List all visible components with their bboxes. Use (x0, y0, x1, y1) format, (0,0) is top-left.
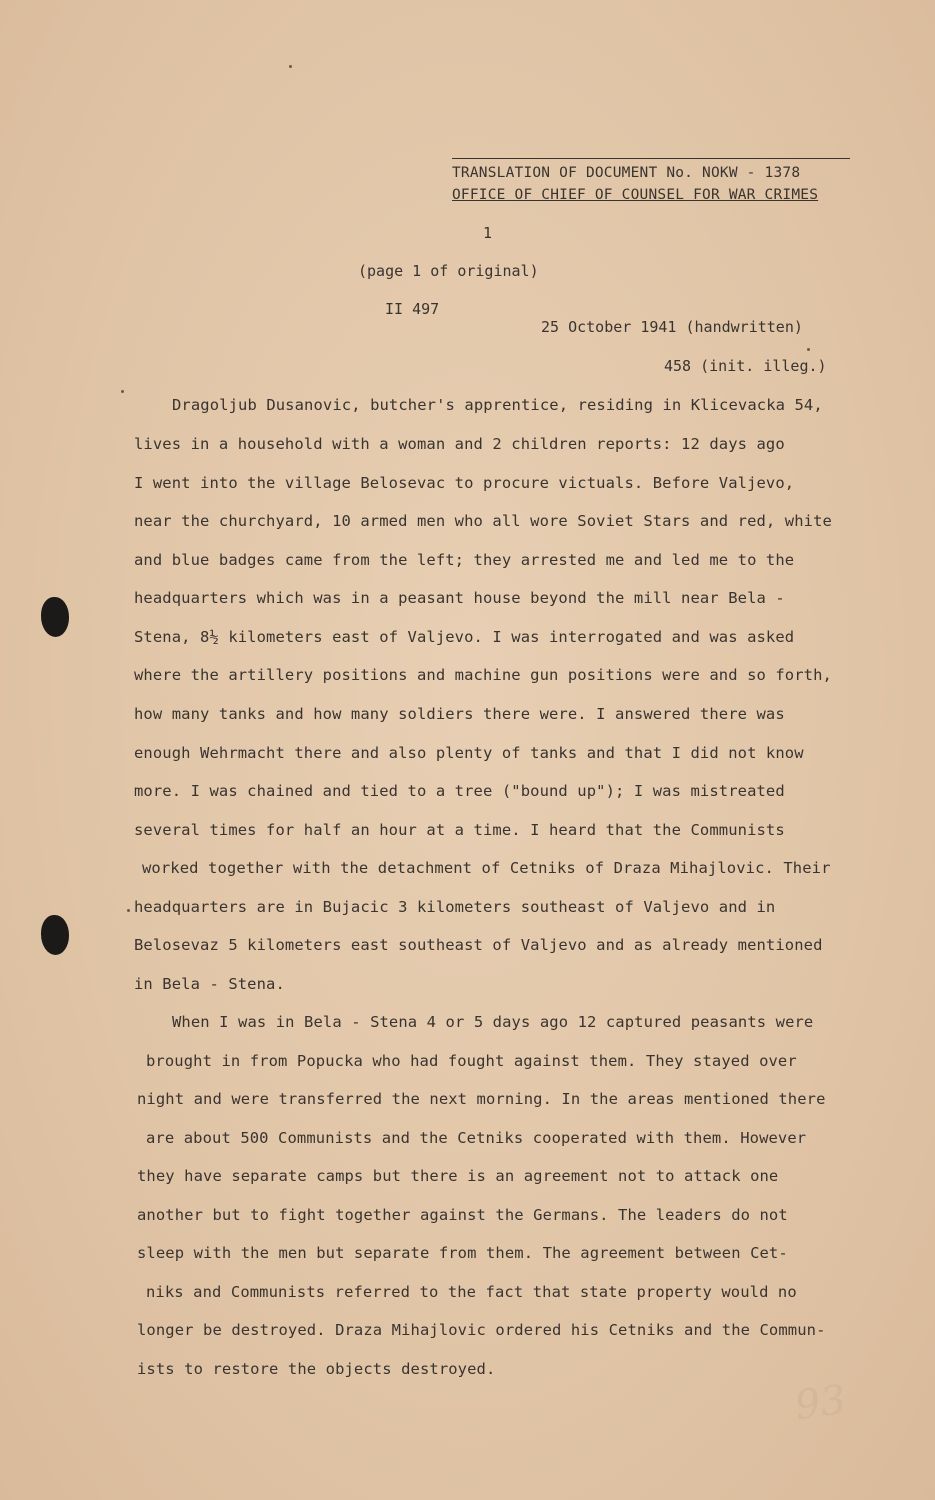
body-line: where the artillery positions and machine gun positions were and so forth, (134, 666, 832, 684)
body-line: lives in a household with a woman and 2 children reports: 12 days ago (134, 435, 785, 453)
body-line: sleep with the men but separate from them. The agreement between Cet- (137, 1244, 788, 1262)
initials-note: 458 (init. illeg.) (664, 357, 827, 375)
office-header: OFFICE OF CHIEF OF COUNSEL FOR WAR CRIMES (452, 187, 819, 203)
body-line: several times for half an hour at a time. I heard that the Communists (134, 821, 785, 839)
document-number: II 497 (385, 300, 440, 318)
body-line: I went into the village Belosevac to procure victuals. Before Valjevo, (134, 474, 795, 492)
body-line: When I was in Bela - Stena 4 or 5 days ago 12 captured peasants were (172, 1013, 814, 1031)
body-line: brought in from Popucka who had fought against them. They stayed over (146, 1052, 797, 1070)
body-line: enough Wehrmacht there and also plenty of tanks and that I did not know (134, 744, 804, 762)
handwritten-page-annotation: 93 (792, 1376, 849, 1430)
body-line: another but to fight together against the Germans. The leaders do not (137, 1206, 788, 1224)
body-line: more. I was chained and tied to a tree ("bound up"); I was mistreated (134, 782, 785, 800)
body-line: night and were transferred the next morning. In the areas mentioned there (137, 1090, 826, 1108)
body-line: they have separate camps but there is an agreement not to attack one (137, 1167, 779, 1185)
body-line: niks and Communists referred to the fact that state property would no (146, 1283, 797, 1301)
body-line: Dragoljub Dusanovic, butcher's apprentice, residing in Klicevacka 54, (172, 396, 823, 414)
body-line: and blue badges came from the left; they arrested me and led me to the (134, 551, 795, 569)
body-line: how many tanks and how many soldiers there were. I answered there was (134, 705, 785, 723)
body-line: ists to restore the objects destroyed. (137, 1360, 496, 1378)
body-line: worked together with the detachment of Cetniks of Draza Mihajlovic. Their (142, 859, 831, 877)
binder-hole-top (41, 597, 69, 637)
binder-hole-bottom (41, 915, 69, 955)
paper-speck (127, 909, 130, 912)
body-line: near the churchyard, 10 armed men who all wore Soviet Stars and red, white (134, 512, 832, 530)
body-line: Stena, 8½ kilometers east of Valjevo. I was interrogated and was asked (134, 628, 795, 646)
header-rule (452, 158, 850, 159)
body-line: longer be destroyed. Draza Mihajlovic ordered his Cetniks and the Commun- (137, 1321, 826, 1339)
paper-speck (121, 390, 124, 393)
body-line: are about 500 Communists and the Cetniks cooperated with them. However (146, 1129, 807, 1147)
body-line: headquarters which was in a peasant house beyond the mill near Bela - (134, 589, 785, 607)
document-date: 25 October 1941 (handwritten) (541, 318, 803, 336)
body-line: in Bela - Stena. (134, 975, 285, 993)
original-page-note: (page 1 of original) (358, 262, 539, 280)
paper-speck (807, 348, 810, 351)
page-number: 1 (483, 224, 493, 242)
paper-speck (289, 65, 292, 68)
body-line: headquarters are in Bujacic 3 kilometers southeast of Valjevo and in (134, 898, 776, 916)
translation-header: TRANSLATION OF DOCUMENT No. NOKW - 1378 (452, 165, 801, 181)
body-line: Belosevaz 5 kilometers east southeast of Valjevo and as already mentioned (134, 936, 823, 954)
